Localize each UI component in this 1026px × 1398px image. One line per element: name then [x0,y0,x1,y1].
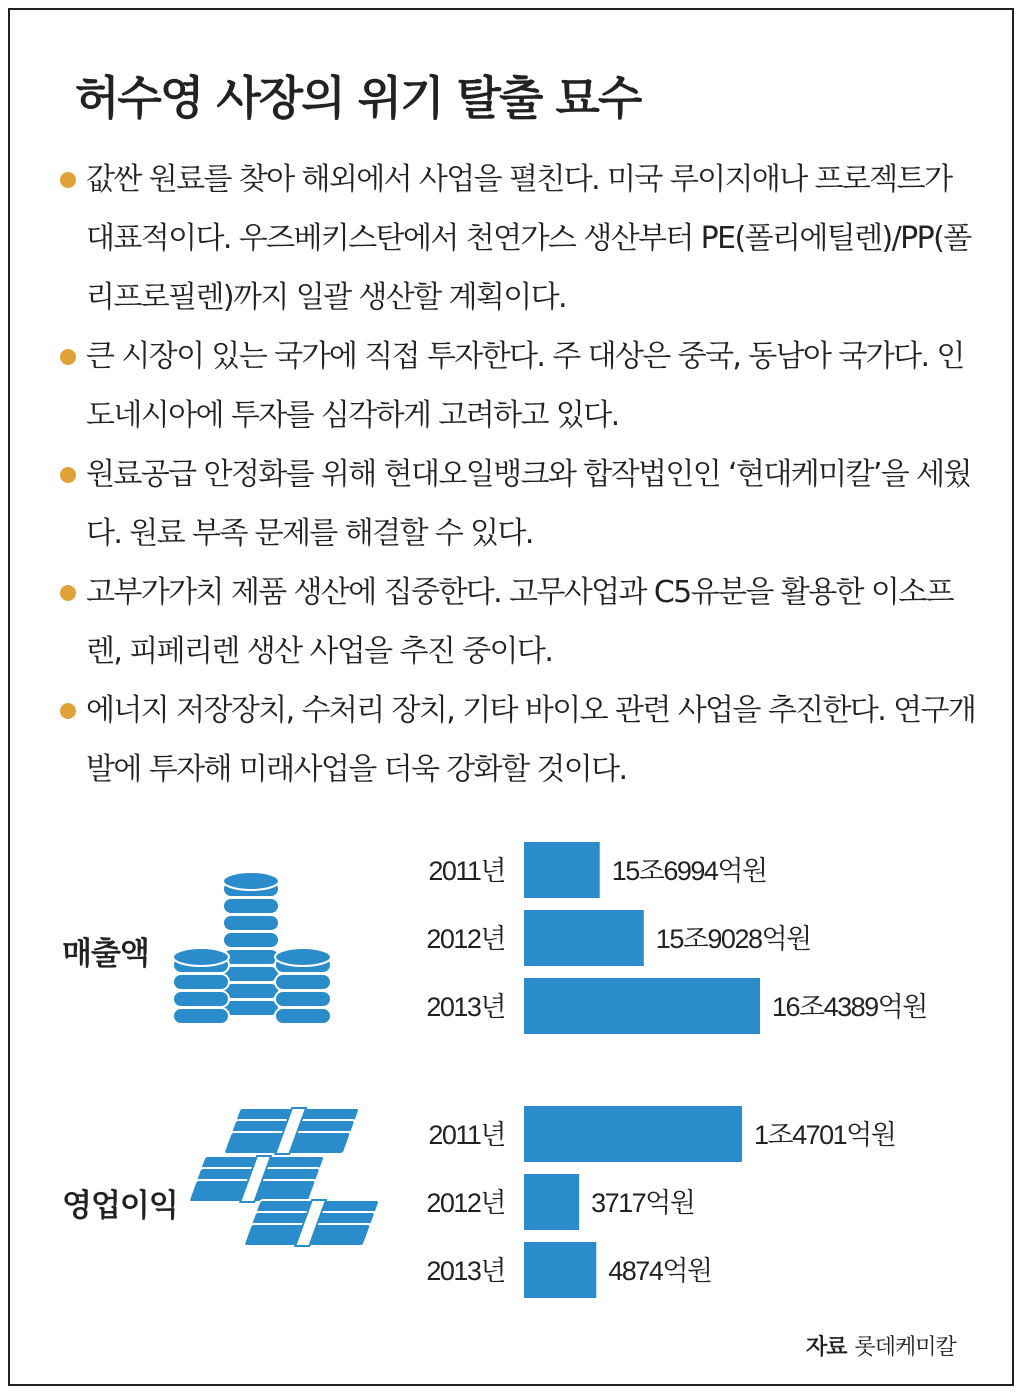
list-item: 원료공급 안정화를 위해 현대오일뱅크와 합작법인인 ‘현대케미칼’을 세웠다. 원료 부족 문제를 해결할 수 있다. [60,445,980,563]
bar-value-label: 3717억원 [591,1188,695,1218]
year-tick-label: 2012년 [426,924,505,954]
bullet-dot-icon [60,703,76,719]
list-item: 고부가가치 제품 생산에 집중한다. 고무사업과 C5유분을 활용한 이소프렌, 피페리렌 생산 사업을 추진 중이다. [60,563,980,681]
money-bundles-icon [190,1098,400,1278]
year-tick-label: 2012년 [426,1188,505,1218]
year-tick-label: 2013년 [426,1256,505,1286]
coin-stacks-icon [165,848,340,1028]
list-item: 에너지 저장장치, 수처리 장치, 기타 바이오 관련 사업을 추진한다. 연구개발에 투자해 미래사업을 더욱 강화할 것이다. [60,681,980,799]
operating-profit-label: 영업이익 [62,1188,178,1224]
bullet-dot-icon [60,349,76,365]
bar-value-label: 16조4389억원 [772,992,927,1022]
sales-label: 매출액 [62,936,149,972]
source-note [806,1330,956,1361]
bar-value-label: 15조6994억원 [611,856,767,886]
bullet-dot-icon [60,585,76,601]
list-item: 값싼 원료를 찾아 해외에서 사업을 펼친다. 미국 루이지애나 프로젝트가 대표적이다. 우즈베키스탄에서 천연가스 생산부터 PE(폴리에틸렌)/PP(폴리프로필렌)까지 일괄 생산할 계획이다. [60,150,980,327]
bullet-dot-icon [60,467,76,483]
year-tick-label: 2013년 [426,992,505,1022]
page-title: 허수영 사장의 위기 탈출 묘수 [75,71,641,125]
year-tick-label: 2011년 [428,856,505,886]
bullet-list [60,150,980,799]
list-item: 큰 시장이 있는 국가에 직접 투자한다. 주 대상은 중국, 동남아 국가다. 인도네시아에 투자를 심각하게 고려하고 있다. [60,327,980,445]
bar-value-label: 1조4701억원 [754,1120,896,1150]
bullet-dot-icon [60,172,76,188]
bar-value-label: 4874억원 [608,1256,712,1286]
year-tick-label: 2011년 [428,1120,505,1150]
source-name: 롯데케미칼 [854,1335,956,1360]
bar-value-label: 15조9028억원 [655,924,811,954]
source-label: 자료 [806,1335,847,1360]
